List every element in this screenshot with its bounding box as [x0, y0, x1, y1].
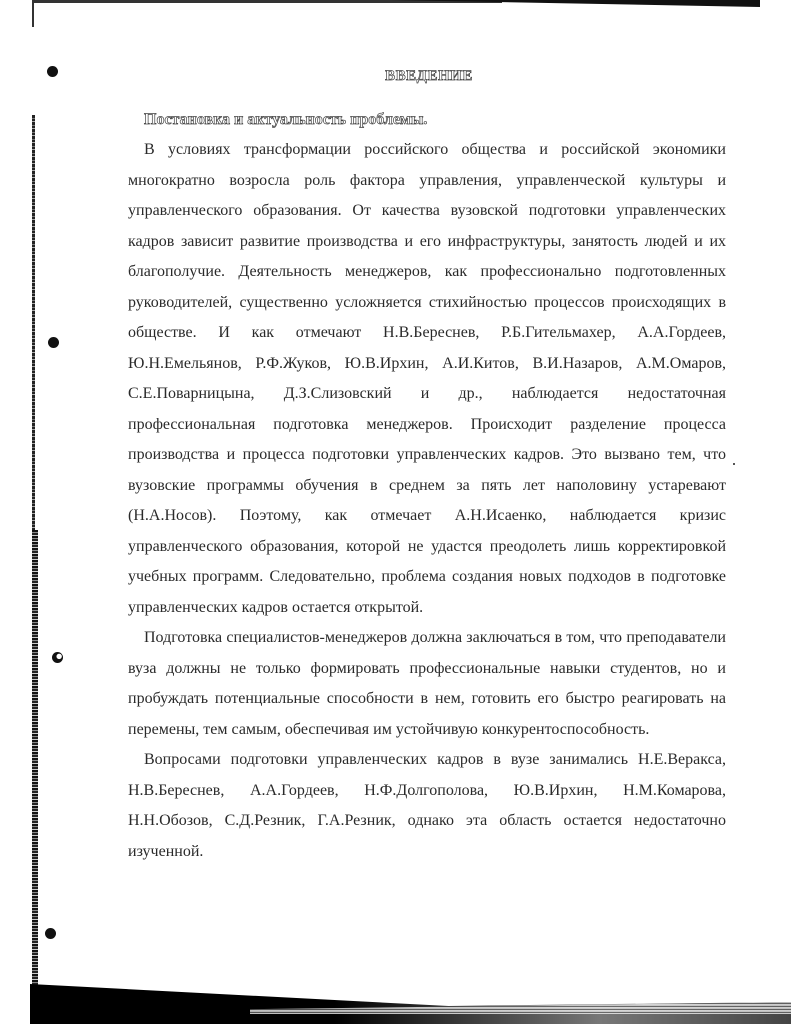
document-page [128, 68, 726, 867]
punch-hole-mark [52, 652, 63, 663]
punch-hole-mark [45, 928, 56, 939]
paragraph: Вопросами подготовки управленческих кадров в вузе занимались Н.Е.Веракса, Н.В.Береснев, А.А.Гордеев, Н.Ф.Долгополова, Ю.В.Ирхин, Н.М.Комарова, Н.Н.Обозов, С.Д.Резник, Г.А.Резник, однако эта область остается недостаточно изученной. [128, 751, 726, 860]
scan-speck [733, 463, 735, 465]
scan-edge-left-top [32, 0, 34, 27]
section-heading: Постановка и актуальность проблемы. [144, 111, 428, 128]
punch-hole-mark [48, 337, 59, 348]
scan-edge-top-right-shadow [390, 0, 760, 7]
document-title: ВВЕДЕНИЕ [385, 68, 473, 84]
scan-edge-left-lower [32, 530, 38, 1000]
punch-hole-mark [47, 66, 58, 77]
paragraph: В условиях трансформации российского общества и российской экономики многократно возросла роль фактора управления, управленческой культуры и управленческого образования. От качества вузовской подготовки управленческих кадров зависит развитие производства и его инфраструктуры, занятость людей и их благополучие. Деятельность менеджеров, как профессионально подготовленных руководителей, существенно усложняется стихийностью процессов происходящих в обществе. И как отмечают Н.В.Береснев, Р.Б.Гительмахер, А.А.Гордеев, Ю.Н.Емельянов, Р.Ф.Жуков, Ю.В.Ирхин, А.И.Китов, В.И.Назаров, А.М.Омаров, С.Е.Поварницына, Д.З.Слизовский и др., наблюдается недостаточная профессиональная подготовка менеджеров. Происходит разделение процесса производства и процесса подготовки управленческих кадров. Это вызвано тем, что вузовские программы обучения в среднем за пять лет наполовину устаревают (Н.А.Носов). Поэтому, как отмечает А.Н.Исаенко, наблюдается кризис управленческого образования, которой не удастся преодолеть лишь корректировкой учебных программ. Следовательно, проблема создания новых подходов в подготовке управленческих кадров остается открытой. [128, 141, 726, 616]
paragraph: Подготовка специалистов-менеджеров должна заключаться в том, что преподаватели вуза должны не только формировать профессиональные навыки студентов, но и пробуждать потенциальные способности в нем, готовить его быстро реагировать на перемены, тем самым, обеспечивая им устойчивую конкурентоспособность. [128, 629, 726, 738]
